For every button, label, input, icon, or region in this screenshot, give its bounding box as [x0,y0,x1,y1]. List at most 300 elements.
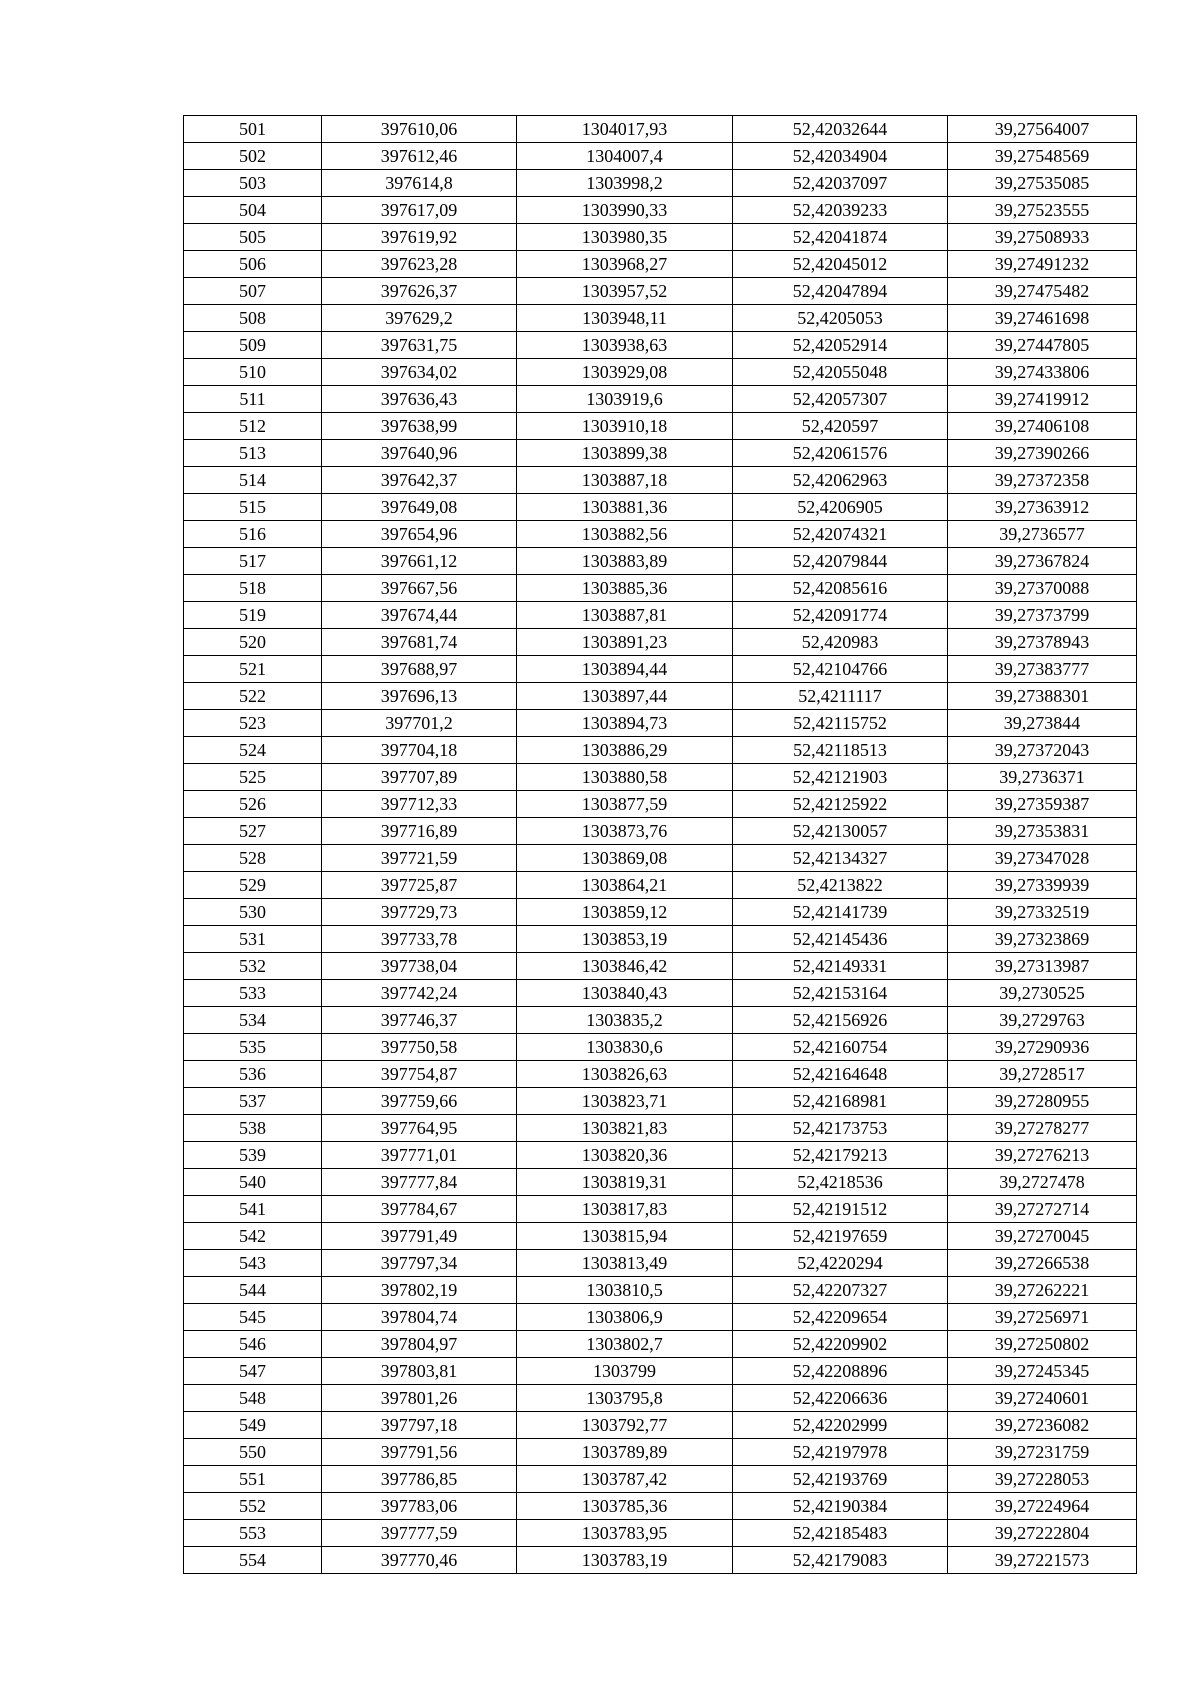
table-row [184,1466,1137,1493]
longitude-cell: 39,27372043 [948,737,1137,764]
longitude-cell: 39,27240601 [948,1385,1137,1412]
y-coordinate-cell: 1303813,49 [517,1250,733,1277]
point-number-cell: 521 [184,656,322,683]
y-coordinate-cell: 1303806,9 [517,1304,733,1331]
table-row [184,332,1137,359]
x-coordinate-cell: 397642,37 [322,467,517,494]
latitude-cell: 52,42104766 [733,656,948,683]
point-number-cell: 547 [184,1358,322,1385]
table-row [184,1115,1137,1142]
point-number-cell: 541 [184,1196,322,1223]
table-row [184,1007,1137,1034]
x-coordinate-cell: 397791,49 [322,1223,517,1250]
table-row [184,1196,1137,1223]
longitude-cell: 39,27419912 [948,386,1137,413]
longitude-cell: 39,27523555 [948,197,1137,224]
x-coordinate-cell: 397746,37 [322,1007,517,1034]
x-coordinate-cell: 397696,13 [322,683,517,710]
longitude-cell: 39,27262221 [948,1277,1137,1304]
y-coordinate-cell: 1303815,94 [517,1223,733,1250]
point-number-cell: 516 [184,521,322,548]
latitude-cell: 52,4211117 [733,683,948,710]
y-coordinate-cell: 1303846,42 [517,953,733,980]
point-number-cell: 510 [184,359,322,386]
x-coordinate-cell: 397654,96 [322,521,517,548]
longitude-cell: 39,27290936 [948,1034,1137,1061]
x-coordinate-cell: 397712,33 [322,791,517,818]
y-coordinate-cell: 1303787,42 [517,1466,733,1493]
latitude-cell: 52,42179213 [733,1142,948,1169]
y-coordinate-cell: 1303864,21 [517,872,733,899]
y-coordinate-cell: 1303869,08 [517,845,733,872]
x-coordinate-cell: 397716,89 [322,818,517,845]
longitude-cell: 39,27378943 [948,629,1137,656]
y-coordinate-cell: 1303783,95 [517,1520,733,1547]
y-coordinate-cell: 1303929,08 [517,359,733,386]
table-row [184,1088,1137,1115]
x-coordinate-cell: 397804,97 [322,1331,517,1358]
table-row [184,1277,1137,1304]
y-coordinate-cell: 1303980,35 [517,224,733,251]
point-number-cell: 531 [184,926,322,953]
latitude-cell: 52,4206905 [733,494,948,521]
table-row [184,1439,1137,1466]
point-number-cell: 524 [184,737,322,764]
latitude-cell: 52,42055048 [733,359,948,386]
point-number-cell: 519 [184,602,322,629]
y-coordinate-cell: 1303885,36 [517,575,733,602]
latitude-cell: 52,42141739 [733,899,948,926]
latitude-cell: 52,42185483 [733,1520,948,1547]
y-coordinate-cell: 1303894,44 [517,656,733,683]
point-number-cell: 511 [184,386,322,413]
longitude-cell: 39,27491232 [948,251,1137,278]
longitude-cell: 39,27332519 [948,899,1137,926]
table-row [184,359,1137,386]
longitude-cell: 39,27339939 [948,872,1137,899]
y-coordinate-cell: 1303817,83 [517,1196,733,1223]
longitude-cell: 39,2727478 [948,1169,1137,1196]
x-coordinate-cell: 397617,09 [322,197,517,224]
y-coordinate-cell: 1303883,89 [517,548,733,575]
x-coordinate-cell: 397725,87 [322,872,517,899]
point-number-cell: 508 [184,305,322,332]
longitude-cell: 39,27388301 [948,683,1137,710]
latitude-cell: 52,42091774 [733,602,948,629]
table-row [184,143,1137,170]
x-coordinate-cell: 397667,56 [322,575,517,602]
latitude-cell: 52,420597 [733,413,948,440]
x-coordinate-cell: 397797,34 [322,1250,517,1277]
y-coordinate-cell: 1303938,63 [517,332,733,359]
longitude-cell: 39,27367824 [948,548,1137,575]
y-coordinate-cell: 1304017,93 [517,116,733,143]
point-number-cell: 548 [184,1385,322,1412]
coordinates-table [183,115,1137,1574]
latitude-cell: 52,42034904 [733,143,948,170]
coordinates-table-body [184,116,1137,1574]
longitude-cell: 39,2736577 [948,521,1137,548]
y-coordinate-cell: 1303891,23 [517,629,733,656]
latitude-cell: 52,42193769 [733,1466,948,1493]
table-row [184,980,1137,1007]
table-row [184,953,1137,980]
point-number-cell: 520 [184,629,322,656]
y-coordinate-cell: 1303882,56 [517,521,733,548]
table-row [184,602,1137,629]
y-coordinate-cell: 1303877,59 [517,791,733,818]
table-row [184,1385,1137,1412]
table-row [184,548,1137,575]
longitude-cell: 39,27353831 [948,818,1137,845]
x-coordinate-cell: 397791,56 [322,1439,517,1466]
point-number-cell: 501 [184,116,322,143]
latitude-cell: 52,42039233 [733,197,948,224]
latitude-cell: 52,42168981 [733,1088,948,1115]
longitude-cell: 39,27272714 [948,1196,1137,1223]
y-coordinate-cell: 1303789,89 [517,1439,733,1466]
latitude-cell: 52,4213822 [733,872,948,899]
point-number-cell: 504 [184,197,322,224]
y-coordinate-cell: 1303810,5 [517,1277,733,1304]
x-coordinate-cell: 397619,92 [322,224,517,251]
y-coordinate-cell: 1303823,71 [517,1088,733,1115]
longitude-cell: 39,27461698 [948,305,1137,332]
latitude-cell: 52,42085616 [733,575,948,602]
latitude-cell: 52,42074321 [733,521,948,548]
x-coordinate-cell: 397786,85 [322,1466,517,1493]
longitude-cell: 39,27323869 [948,926,1137,953]
latitude-cell: 52,42047894 [733,278,948,305]
longitude-cell: 39,27363912 [948,494,1137,521]
longitude-cell: 39,27347028 [948,845,1137,872]
y-coordinate-cell: 1303899,38 [517,440,733,467]
point-number-cell: 534 [184,1007,322,1034]
longitude-cell: 39,27276213 [948,1142,1137,1169]
longitude-cell: 39,27475482 [948,278,1137,305]
x-coordinate-cell: 397704,18 [322,737,517,764]
point-number-cell: 515 [184,494,322,521]
x-coordinate-cell: 397614,8 [322,170,517,197]
point-number-cell: 532 [184,953,322,980]
y-coordinate-cell: 1303887,81 [517,602,733,629]
latitude-cell: 52,42130057 [733,818,948,845]
latitude-cell: 52,42061576 [733,440,948,467]
latitude-cell: 52,42062963 [733,467,948,494]
y-coordinate-cell: 1303830,6 [517,1034,733,1061]
y-coordinate-cell: 1303840,43 [517,980,733,1007]
table-row [184,467,1137,494]
latitude-cell: 52,42160754 [733,1034,948,1061]
longitude-cell: 39,2730525 [948,980,1137,1007]
table-row [184,1412,1137,1439]
latitude-cell: 52,42045012 [733,251,948,278]
table-row [184,1034,1137,1061]
y-coordinate-cell: 1303799 [517,1358,733,1385]
x-coordinate-cell: 397777,84 [322,1169,517,1196]
longitude-cell: 39,27250802 [948,1331,1137,1358]
y-coordinate-cell: 1303998,2 [517,170,733,197]
table-row [184,1169,1137,1196]
x-coordinate-cell: 397802,19 [322,1277,517,1304]
latitude-cell: 52,42209654 [733,1304,948,1331]
longitude-cell: 39,27447805 [948,332,1137,359]
longitude-cell: 39,2729763 [948,1007,1137,1034]
table-row [184,1061,1137,1088]
y-coordinate-cell: 1303881,36 [517,494,733,521]
point-number-cell: 542 [184,1223,322,1250]
table-row [184,197,1137,224]
y-coordinate-cell: 1303957,52 [517,278,733,305]
point-number-cell: 507 [184,278,322,305]
point-number-cell: 514 [184,467,322,494]
y-coordinate-cell: 1304007,4 [517,143,733,170]
y-coordinate-cell: 1303792,77 [517,1412,733,1439]
table-row [184,224,1137,251]
y-coordinate-cell: 1303802,7 [517,1331,733,1358]
x-coordinate-cell: 397636,43 [322,386,517,413]
x-coordinate-cell: 397797,18 [322,1412,517,1439]
point-number-cell: 549 [184,1412,322,1439]
point-number-cell: 505 [184,224,322,251]
x-coordinate-cell: 397742,24 [322,980,517,1007]
x-coordinate-cell: 397738,04 [322,953,517,980]
longitude-cell: 39,27390266 [948,440,1137,467]
point-number-cell: 533 [184,980,322,1007]
latitude-cell: 52,42121903 [733,764,948,791]
point-number-cell: 528 [184,845,322,872]
point-number-cell: 540 [184,1169,322,1196]
x-coordinate-cell: 397729,73 [322,899,517,926]
longitude-cell: 39,27266538 [948,1250,1137,1277]
y-coordinate-cell: 1303886,29 [517,737,733,764]
longitude-cell: 39,27236082 [948,1412,1137,1439]
table-row [184,1250,1137,1277]
y-coordinate-cell: 1303968,27 [517,251,733,278]
x-coordinate-cell: 397784,67 [322,1196,517,1223]
table-row [184,278,1137,305]
point-number-cell: 522 [184,683,322,710]
x-coordinate-cell: 397764,95 [322,1115,517,1142]
longitude-cell: 39,27224964 [948,1493,1137,1520]
latitude-cell: 52,42208896 [733,1358,948,1385]
point-number-cell: 538 [184,1115,322,1142]
y-coordinate-cell: 1303880,58 [517,764,733,791]
latitude-cell: 52,42134327 [733,845,948,872]
longitude-cell: 39,27564007 [948,116,1137,143]
x-coordinate-cell: 397803,81 [322,1358,517,1385]
longitude-cell: 39,2728517 [948,1061,1137,1088]
x-coordinate-cell: 397721,59 [322,845,517,872]
y-coordinate-cell: 1303783,19 [517,1547,733,1574]
x-coordinate-cell: 397777,59 [322,1520,517,1547]
table-row [184,386,1137,413]
latitude-cell: 52,42173753 [733,1115,948,1142]
table-row [184,791,1137,818]
x-coordinate-cell: 397626,37 [322,278,517,305]
y-coordinate-cell: 1303910,18 [517,413,733,440]
longitude-cell: 39,27222804 [948,1520,1137,1547]
point-number-cell: 512 [184,413,322,440]
longitude-cell: 39,27370088 [948,575,1137,602]
latitude-cell: 52,4218536 [733,1169,948,1196]
point-number-cell: 537 [184,1088,322,1115]
point-number-cell: 502 [184,143,322,170]
y-coordinate-cell: 1303859,12 [517,899,733,926]
longitude-cell: 39,27383777 [948,656,1137,683]
longitude-cell: 39,27548569 [948,143,1137,170]
latitude-cell: 52,42207327 [733,1277,948,1304]
longitude-cell: 39,273844 [948,710,1137,737]
y-coordinate-cell: 1303835,2 [517,1007,733,1034]
table-row [184,1520,1137,1547]
table-row [184,1223,1137,1250]
latitude-cell: 52,42115752 [733,710,948,737]
x-coordinate-cell: 397759,66 [322,1088,517,1115]
longitude-cell: 39,27278277 [948,1115,1137,1142]
longitude-cell: 39,27535085 [948,170,1137,197]
latitude-cell: 52,42179083 [733,1547,948,1574]
point-number-cell: 539 [184,1142,322,1169]
longitude-cell: 39,27508933 [948,224,1137,251]
y-coordinate-cell: 1303820,36 [517,1142,733,1169]
y-coordinate-cell: 1303948,11 [517,305,733,332]
latitude-cell: 52,42191512 [733,1196,948,1223]
table-row [184,710,1137,737]
x-coordinate-cell: 397701,2 [322,710,517,737]
table-row [184,413,1137,440]
latitude-cell: 52,42079844 [733,548,948,575]
y-coordinate-cell: 1303853,19 [517,926,733,953]
point-number-cell: 536 [184,1061,322,1088]
table-row [184,818,1137,845]
y-coordinate-cell: 1303819,31 [517,1169,733,1196]
latitude-cell: 52,42206636 [733,1385,948,1412]
latitude-cell: 52,42052914 [733,332,948,359]
point-number-cell: 535 [184,1034,322,1061]
x-coordinate-cell: 397754,87 [322,1061,517,1088]
latitude-cell: 52,4220294 [733,1250,948,1277]
point-number-cell: 503 [184,170,322,197]
longitude-cell: 39,27433806 [948,359,1137,386]
longitude-cell: 39,27245345 [948,1358,1137,1385]
table-row [184,1142,1137,1169]
latitude-cell: 52,42153164 [733,980,948,1007]
table-row [184,1358,1137,1385]
y-coordinate-cell: 1303785,36 [517,1493,733,1520]
point-number-cell: 546 [184,1331,322,1358]
table-row [184,656,1137,683]
latitude-cell: 52,42032644 [733,116,948,143]
table-row [184,629,1137,656]
x-coordinate-cell: 397750,58 [322,1034,517,1061]
latitude-cell: 52,42197659 [733,1223,948,1250]
table-row [184,170,1137,197]
x-coordinate-cell: 397674,44 [322,602,517,629]
point-number-cell: 553 [184,1520,322,1547]
y-coordinate-cell: 1303795,8 [517,1385,733,1412]
point-number-cell: 551 [184,1466,322,1493]
longitude-cell: 39,27406108 [948,413,1137,440]
x-coordinate-cell: 397681,74 [322,629,517,656]
x-coordinate-cell: 397804,74 [322,1304,517,1331]
table-row [184,1331,1137,1358]
latitude-cell: 52,42156926 [733,1007,948,1034]
table-row [184,1547,1137,1574]
longitude-cell: 39,27372358 [948,467,1137,494]
x-coordinate-cell: 397688,97 [322,656,517,683]
latitude-cell: 52,42041874 [733,224,948,251]
latitude-cell: 52,42190384 [733,1493,948,1520]
table-row [184,872,1137,899]
longitude-cell: 39,2736371 [948,764,1137,791]
table-row [184,845,1137,872]
x-coordinate-cell: 397770,46 [322,1547,517,1574]
longitude-cell: 39,27359387 [948,791,1137,818]
point-number-cell: 527 [184,818,322,845]
point-number-cell: 552 [184,1493,322,1520]
table-row [184,926,1137,953]
x-coordinate-cell: 397629,2 [322,305,517,332]
latitude-cell: 52,42209902 [733,1331,948,1358]
y-coordinate-cell: 1303821,83 [517,1115,733,1142]
y-coordinate-cell: 1303887,18 [517,467,733,494]
latitude-cell: 52,42164648 [733,1061,948,1088]
point-number-cell: 543 [184,1250,322,1277]
latitude-cell: 52,42145436 [733,926,948,953]
point-number-cell: 509 [184,332,322,359]
table-row [184,305,1137,332]
latitude-cell: 52,42118513 [733,737,948,764]
point-number-cell: 530 [184,899,322,926]
table-row [184,1493,1137,1520]
x-coordinate-cell: 397610,06 [322,116,517,143]
longitude-cell: 39,27270045 [948,1223,1137,1250]
point-number-cell: 506 [184,251,322,278]
x-coordinate-cell: 397631,75 [322,332,517,359]
table-row [184,737,1137,764]
x-coordinate-cell: 397661,12 [322,548,517,575]
point-number-cell: 517 [184,548,322,575]
latitude-cell: 52,42125922 [733,791,948,818]
longitude-cell: 39,27228053 [948,1466,1137,1493]
y-coordinate-cell: 1303826,63 [517,1061,733,1088]
point-number-cell: 526 [184,791,322,818]
x-coordinate-cell: 397801,26 [322,1385,517,1412]
x-coordinate-cell: 397771,01 [322,1142,517,1169]
longitude-cell: 39,27313987 [948,953,1137,980]
point-number-cell: 518 [184,575,322,602]
x-coordinate-cell: 397783,06 [322,1493,517,1520]
table-row [184,116,1137,143]
point-number-cell: 529 [184,872,322,899]
x-coordinate-cell: 397649,08 [322,494,517,521]
latitude-cell: 52,42057307 [733,386,948,413]
point-number-cell: 550 [184,1439,322,1466]
x-coordinate-cell: 397707,89 [322,764,517,791]
point-number-cell: 554 [184,1547,322,1574]
latitude-cell: 52,42197978 [733,1439,948,1466]
table-row [184,494,1137,521]
point-number-cell: 545 [184,1304,322,1331]
y-coordinate-cell: 1303990,33 [517,197,733,224]
table-row [184,521,1137,548]
x-coordinate-cell: 397634,02 [322,359,517,386]
point-number-cell: 544 [184,1277,322,1304]
table-row [184,683,1137,710]
x-coordinate-cell: 397623,28 [322,251,517,278]
y-coordinate-cell: 1303894,73 [517,710,733,737]
